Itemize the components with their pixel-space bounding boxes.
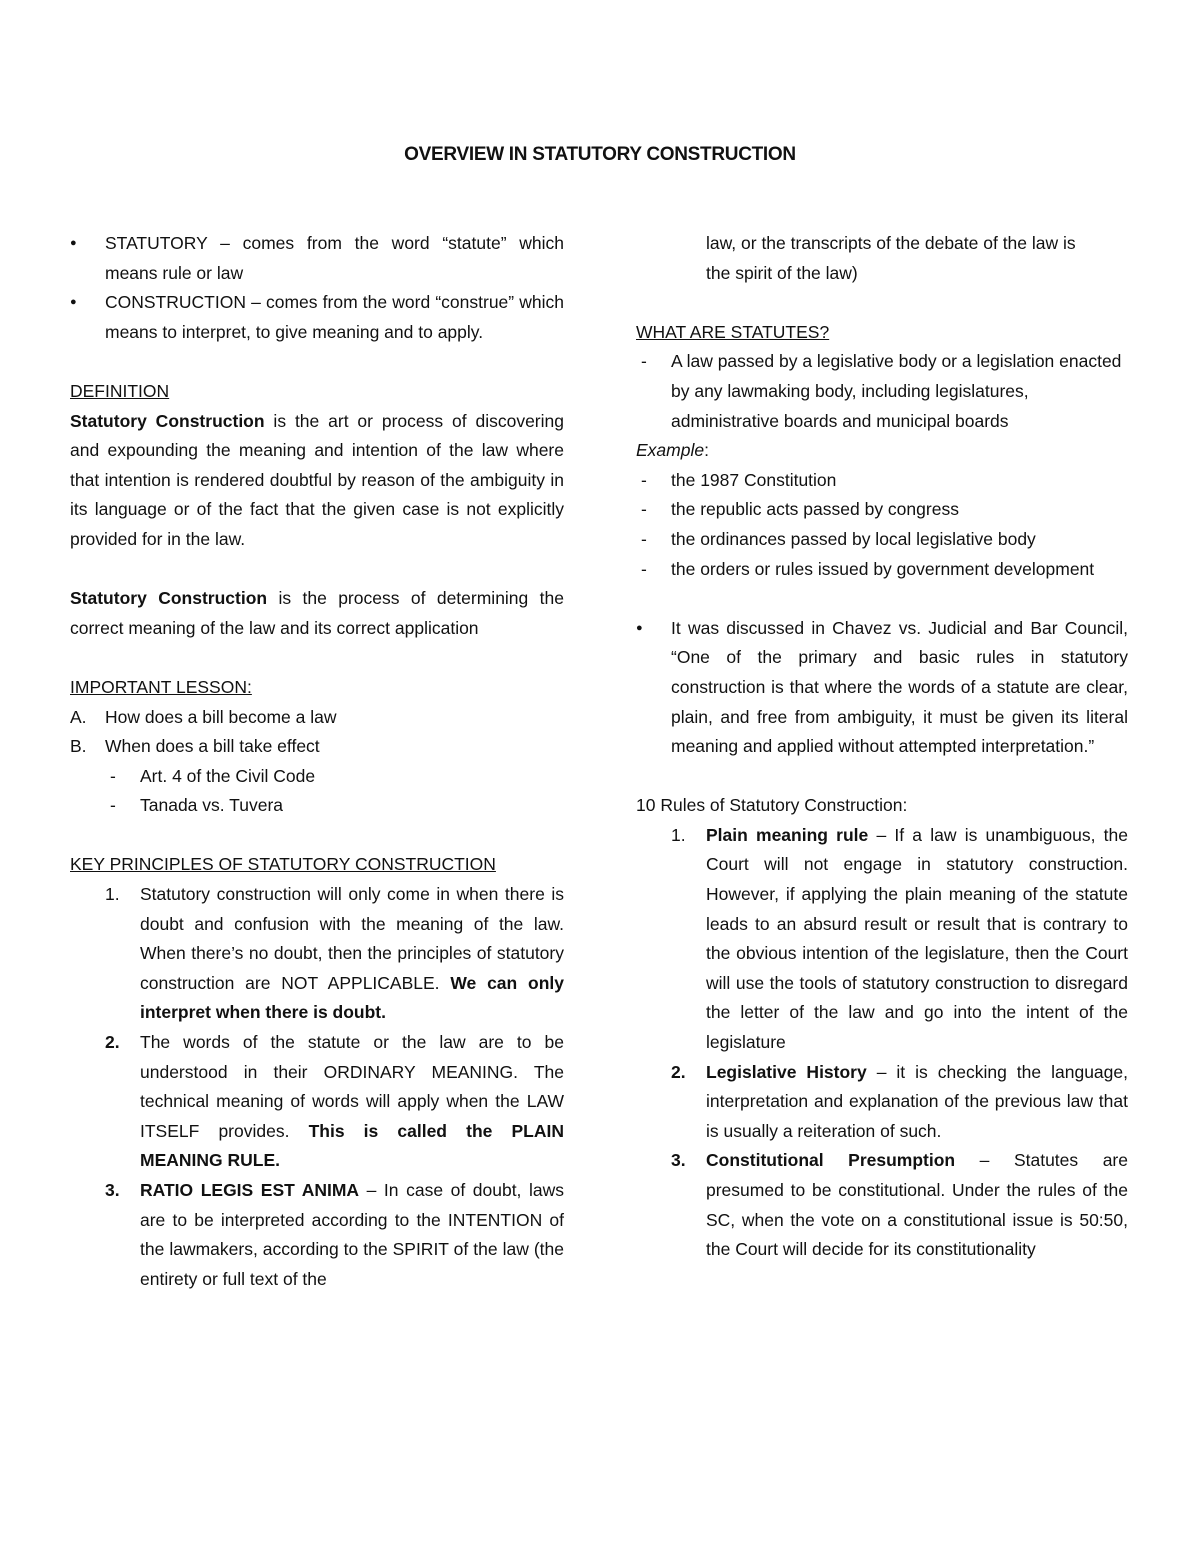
definition-text: is the art or process of discovering and expounding the meaning and intention of the law where that intention is rendered doubtful by reason of the ambiguity in its language or of the fact that the given case is not explicitly provided for in the law.: [70, 410, 564, 549]
definition-heading: DEFINITION: [70, 380, 170, 401]
example-item: - the orders or rules issued by government development: [636, 555, 1128, 585]
definition-text: is the process of determining the correct meaning of the law and its correct application: [70, 588, 564, 638]
page-title: OVERVIEW IN STATUTORY CONSTRUCTION: [404, 144, 796, 165]
principle-text: The words of the statute or the law are to be understood in their ORDINARY MEANING. The technical meaning of words will apply when the LAW ITSELF provides.: [140, 1032, 564, 1141]
rule-text: – it is checking the language, interpretation and explanation of the previous law that is usually a reiteration of such.: [706, 1061, 1128, 1141]
rules-heading: 10 Rules of Statutory Construction:: [636, 795, 908, 816]
example-colon: :: [704, 440, 709, 461]
rule-1: [636, 821, 1128, 1058]
left-column: [70, 229, 564, 1294]
example-label-text: Example: [636, 440, 705, 461]
principle-number: 3.: [105, 1180, 120, 1200]
right-column: [636, 229, 1128, 1265]
lesson-item-a: [70, 703, 564, 733]
statutes-definition: - A law passed by a legislative body or a legislation enacted by any lawmaking body, including legislatures, administrative boards and municipal boards: [636, 347, 1128, 436]
definition-paragraph-2: [70, 584, 564, 643]
lesson-sub-item: - Tanada vs. Tuvera: [70, 791, 564, 821]
principle-emphasis: We can only interpret when there is doubt.: [140, 972, 564, 1023]
principle-3: [70, 1176, 564, 1294]
bullet-term: STATUTORY: [105, 233, 208, 253]
rule-term: Constitutional Presumption: [706, 1150, 956, 1171]
lesson-item-b: [70, 732, 564, 762]
lesson-text: How does a bill become a law: [105, 706, 337, 727]
chavez-bullet: ● It was discussed in Chavez vs. Judicial and Bar Council, “One of the primary and basic rules in statutory construction is that where the words of a statute are clear, plain, and free from ambiguity, it must be given its literal meaning and applied without attempted interpretation.”: [636, 614, 1128, 762]
lesson-sub-item: - Art. 4 of the Civil Code: [70, 762, 564, 792]
example-item: - the ordinances passed by local legislative body: [636, 525, 1128, 555]
principle-3-continued-line-2: the spirit of the law): [706, 262, 858, 283]
principle-2: [70, 1028, 564, 1176]
rule-text: – If a law is unambiguous, the Court will not engage in statutory construction. However, if applying the plain meaning of the statute leads to an absurd result or result that is contrary to the obvious intention of the legislature, then the Court will use the tools of statutory construction to disregard the letter of the law and go into the intent of the legislature: [706, 824, 1128, 1053]
statutes-heading: WHAT ARE STATUTES?: [636, 321, 830, 342]
lesson-label: B.: [70, 736, 87, 757]
bullet-term: CONSTRUCTION: [105, 292, 246, 313]
principle-number: 1.: [105, 884, 120, 905]
lesson-label: A.: [70, 706, 87, 727]
definition-term: Statutory Construction: [70, 410, 265, 431]
principle-number: 2.: [105, 1032, 120, 1053]
rule-term: Legislative History: [706, 1061, 867, 1082]
principle-1: [70, 880, 564, 1028]
principle-term: RATIO LEGIS EST ANIMA: [140, 1180, 360, 1200]
definition-term: Statutory Construction: [70, 588, 268, 609]
rule-2: [636, 1058, 1128, 1147]
principle-text: – In case of doubt, laws are to be interpreted according to the INTENTION of the lawmakers, according to the SPIRIT of the law (the entirety or full text of the: [140, 1180, 564, 1289]
principle-3-continued-line-1: law, or the transcripts of the debate of the law is: [706, 233, 1076, 253]
principle-text: Statutory construction will only come in when there is doubt and confusion with the meaning of the law. When there’s no doubt, then the principles of statutory construction are NOT APPLICABLE.: [140, 884, 564, 993]
bullet-text: – comes from the word “construe” which means to interpret, to give meaning and to apply.: [105, 292, 564, 342]
lesson-text: When does a bill take effect: [105, 736, 320, 757]
rule-text: – Statutes are presumed to be constitutional. Under the rules of the SC, when the vote on a constitutional issue is 50:50, the Court will decide for its constitutionality: [706, 1150, 1128, 1260]
rule-number: 1.: [671, 824, 686, 845]
lesson-heading: IMPORTANT LESSON:: [70, 676, 252, 697]
bullet-statutory: [70, 229, 564, 288]
principle-emphasis: This is called the PLAIN MEANING RULE.: [140, 1120, 564, 1171]
bullet-construction: [70, 288, 564, 347]
example-item: - the 1987 Constitution: [636, 466, 1128, 496]
rule-number: 2.: [671, 1061, 686, 1082]
example-label: [636, 436, 1128, 466]
key-principles-heading: KEY PRINCIPLES OF STATUTORY CONSTRUCTION: [70, 854, 496, 875]
rule-number: 3.: [671, 1150, 686, 1171]
rule-3: [636, 1146, 1128, 1264]
definition-paragraph-1: [70, 407, 564, 555]
example-item: - the republic acts passed by congress: [636, 495, 1128, 525]
bullet-text: – comes from the word “statute” which means rule or law: [105, 233, 564, 283]
rule-term: Plain meaning rule: [706, 824, 869, 845]
